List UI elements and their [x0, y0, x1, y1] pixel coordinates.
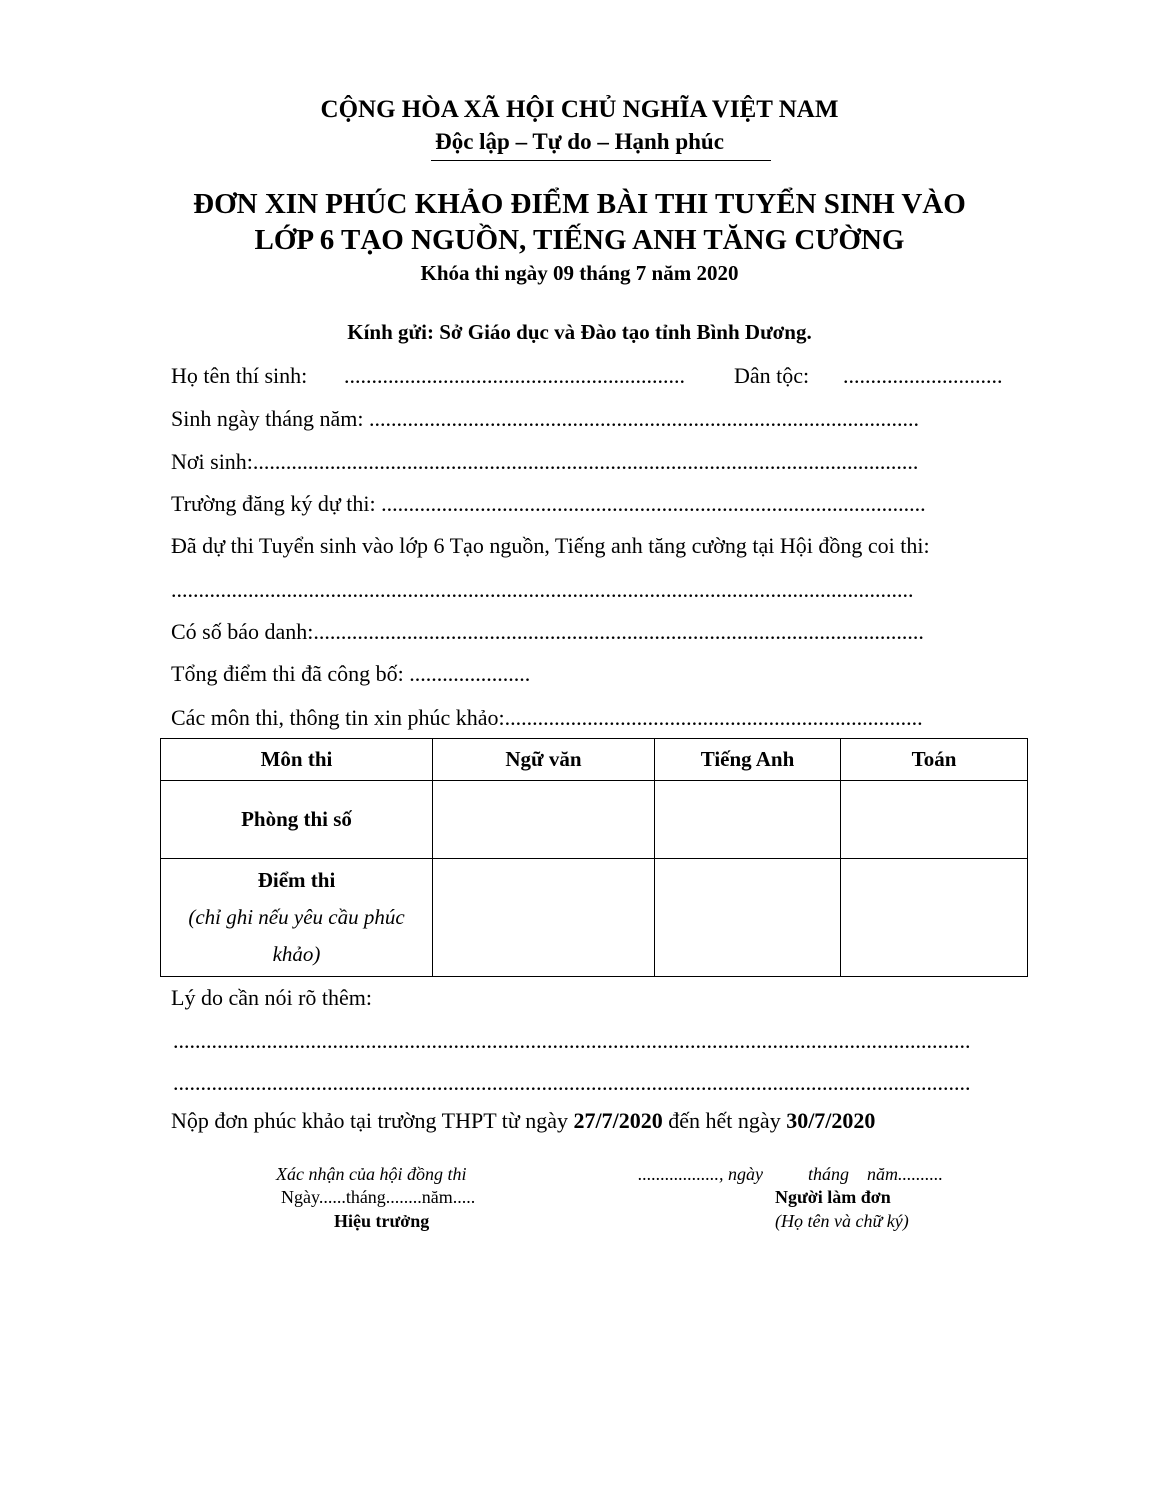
field-subjects-info[interactable]: Các môn thi, thông tin xin phúc khảo:............................................................................: [171, 705, 923, 730]
field-name-label: Họ tên thí sinh:: [171, 363, 308, 388]
motto-underline: [431, 160, 771, 161]
nation-heading: CỘNG HÒA XÃ HỘI CHỦ NGHĨA VIỆT NAM: [320, 96, 839, 123]
field-dob[interactable]: Sinh ngày tháng năm: ....................................................................................................: [171, 406, 919, 431]
field-ethnic-input[interactable]: .............................: [843, 363, 1003, 388]
table-header-literature: Ngữ văn: [433, 739, 655, 781]
field-total-score[interactable]: Tổng điểm thi đã công bố: ......................: [171, 661, 531, 686]
applicant-date[interactable]: .................., ngày tháng năm..........: [638, 1164, 943, 1184]
table-cell-room-literature[interactable]: [433, 781, 655, 859]
table-cell-room-english[interactable]: [655, 781, 841, 859]
table-row-score-note-2: khảo): [272, 941, 321, 966]
field-ethnic-label: Dân tộc:: [734, 363, 810, 388]
submission-note: [171, 1108, 875, 1134]
field-exam-council-input[interactable]: .......................................................................................................................................: [171, 577, 914, 602]
subjects-table: [160, 738, 1028, 977]
table-cell-score-english[interactable]: [655, 859, 841, 977]
reason-input-line-2[interactable]: .................................................................................................................................................: [173, 1070, 971, 1095]
form-title-line-1: ĐƠN XIN PHÚC KHẢO ĐIỂM BÀI THI TUYỂN SINH VÀO: [193, 188, 966, 220]
field-school[interactable]: Trường đăng ký dự thi: ...................................................................................................: [171, 491, 926, 516]
submission-middle: đến hết ngày: [662, 1108, 787, 1133]
field-exam-council: Đã dự thi Tuyển sinh vào lớp 6 Tạo nguồn, Tiếng anh tăng cường tại Hội đồng coi thi:: [171, 533, 930, 558]
field-birthplace[interactable]: Nơi sinh:.........................................................................................................................: [171, 449, 919, 474]
table-row-score-note-1: (chỉ ghi nếu yêu cầu phúc: [188, 905, 405, 930]
motto: Độc lập – Tự do – Hạnh phúc: [435, 129, 724, 154]
form-title-line-2: LỚP 6 TẠO NGUỒN, TIẾNG ANH TĂNG CƯỜNG: [254, 224, 905, 256]
recipient: Kính gửi: Sở Giáo dục và Đào tạo tỉnh Bình Dương.: [347, 320, 812, 344]
council-confirmation-label: Xác nhận của hội đồng thi: [276, 1164, 467, 1184]
council-date[interactable]: Ngày......tháng........năm.....: [281, 1187, 476, 1207]
reason-label: Lý do cần nói rõ thêm:: [171, 985, 373, 1010]
applicant-title: Người làm đơn: [775, 1187, 891, 1207]
applicant-signature-note: (Họ tên và chữ ký): [775, 1211, 909, 1231]
table-row-score-label: [161, 859, 433, 977]
field-name-input[interactable]: ..............................................................: [344, 363, 685, 388]
table-header-english: Tiếng Anh: [655, 739, 841, 781]
field-candidate-number[interactable]: Có số báo danh:...............................................................................................................: [171, 619, 924, 644]
reason-input-line-1[interactable]: .................................................................................................................................................: [173, 1028, 971, 1053]
submission-end-date: 30/7/2020: [786, 1108, 876, 1133]
principal-title: Hiệu trưởng: [334, 1211, 430, 1231]
table-cell-score-literature[interactable]: [433, 859, 655, 977]
table-row-room-label: Phòng thi số: [161, 781, 433, 859]
exam-date: Khóa thi ngày 09 tháng 7 năm 2020: [420, 261, 739, 285]
table-cell-room-math[interactable]: [841, 781, 1028, 859]
table-header-math: Toán: [841, 739, 1028, 781]
submission-start-date: 27/7/2020: [573, 1108, 663, 1133]
table-row-score-title: Điểm thi: [257, 868, 336, 893]
table-header-subject: Môn thi: [161, 739, 433, 781]
submission-prefix: Nộp đơn phúc khảo tại trường THPT từ ngày: [171, 1108, 574, 1133]
table-cell-score-math[interactable]: [841, 859, 1028, 977]
